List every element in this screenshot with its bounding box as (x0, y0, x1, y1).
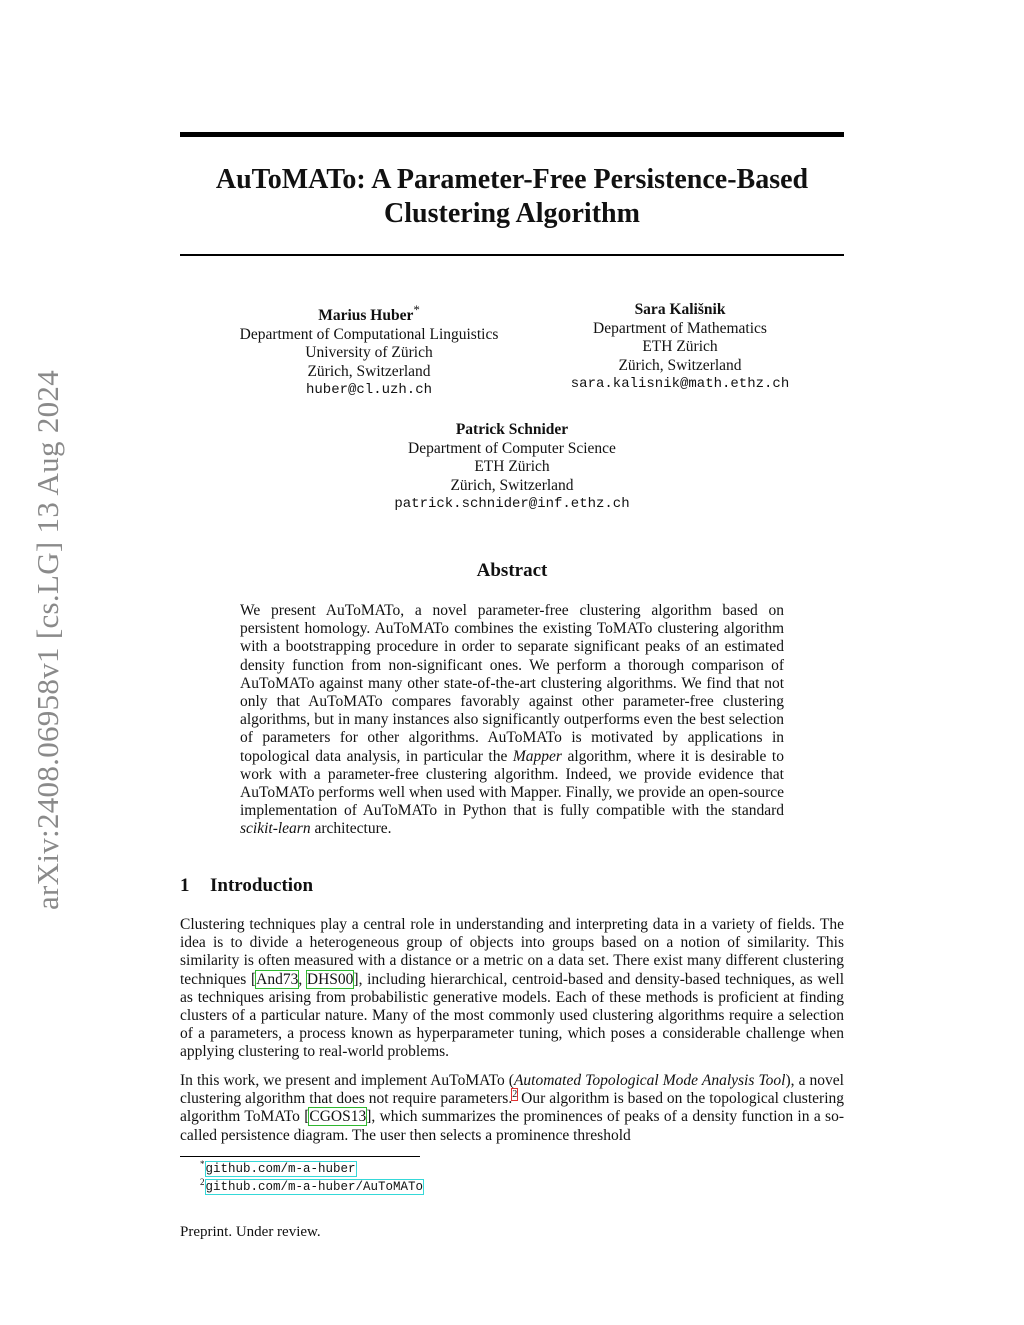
author-department: Department of Mathematics (593, 319, 767, 337)
footnote-link[interactable]: github.com/m-a-huber (205, 1162, 356, 1177)
footnote-1 (200, 1159, 356, 1176)
intro-paragraph-2: In this work, we present and implement AuToMATo (Automated Topological Mode Analysis Tool), a novel clustering algorithm that does not require parameters.$^2$ Our algorithm is based on the topological clustering algorithm ToMATo [CGOS13], which summarizes the prominences of peaks of a density function in a so-called persistence diagram. The user then selects a prominence threshold (180, 1072, 844, 1144)
citation-link[interactable]: CGOS13 (309, 1108, 367, 1126)
author-institution: ETH Zürich (474, 458, 550, 475)
footnote-mark: 2 (200, 1177, 205, 1187)
paper-title: AuToMATo: A Parameter-Free Persistence-Based Clustering Algorithm (215, 164, 809, 229)
section-heading-introduction (180, 875, 313, 897)
author-name: Marius Huber* (318, 302, 420, 325)
author-department: Department of Computational Linguistics (239, 325, 499, 343)
author-block-huber (189, 301, 549, 400)
title-bottom-rule (180, 254, 844, 256)
author-email[interactable]: sara.kalisnik@math.ethz.ch (570, 376, 790, 392)
section-number: 1 (180, 875, 190, 896)
author-email[interactable]: huber@cl.uzh.ch (305, 382, 433, 399)
abstract-heading: Abstract (476, 560, 548, 581)
author-institution: ETH Zürich (642, 338, 718, 355)
section-title: Introduction (210, 875, 314, 896)
author-block-schnider (362, 421, 662, 514)
author-location: Zürich, Switzerland (618, 356, 742, 374)
footnote-link[interactable]: github.com/m-a-huber/AuToMATo (205, 1180, 424, 1195)
author-name: Patrick Schnider (455, 421, 569, 438)
abstract-body: We present AuToMATo, a novel parameter-free clustering algorithm based on persistent homology. AuToMATo combines the existing ToMATo clustering algorithm with a bootstrapping procedure in order to separate significant peaks of an estimated density function from non-significant ones. We perform a thorough comparison of AuToMATo against many other state-of-the-art clustering algorithms. We find that not only that AuToMATo compares favorably against other parameter-free clustering algorithms, but in many instances also significantly outperforms even the best selection of parameters for other algorithms. AuToMATo is motivated by applications in topological data analysis, in particular the Mapper algorithm, where it is desirable to work with a parameter-free clustering algorithm. Indeed, we provide evidence that AuToMATo performs well when used with Mapper. Finally, we provide an open-source implementation of AuToMATo in Python that is fully compatible with the standard scikit-learn architecture. (240, 602, 784, 838)
author-institution: University of Zürich (305, 344, 433, 362)
footnote-reference-link[interactable]: 2 (512, 1089, 518, 1101)
citation-link[interactable]: DHS00 (306, 970, 354, 988)
author-location: Zürich, Switzerland (307, 362, 431, 380)
preprint-note: Preprint. Under review. (180, 1224, 321, 1240)
title-top-rule (180, 132, 844, 137)
arxiv-identifier: arXiv:2408.06958v1 [cs.LG] 13 Aug 2024 (30, 369, 65, 911)
author-name: Sara Kališnik (634, 301, 726, 318)
intro-paragraph-1: Clustering techniques play a central role in understanding and interpreting data in a variety of fields. The idea is to divide a heterogeneous group of objects into groups based on a notion of similarity. This similarity is often measured with a distance or a metric on a data set. There exist many different clustering techniques [And73, DHS00], including hierarchical, centroid-based and density-based techniques, as well as techniques arising from probabilistic generative models. Each of these methods is proficient at finding clusters of a particular nature. Many of the most commonly used clustering algorithms require a selection of a parameters, a process known as hyperparameter tuning, which poses a considerable challenge when applying clustering to real-world problems. (180, 916, 845, 1061)
author-footnote-mark: * (413, 302, 420, 317)
author-department: Department of Computer Science (408, 439, 616, 457)
author-block-kalisnik (530, 301, 830, 394)
footnote-2 (200, 1177, 423, 1194)
footnote-rule (180, 1156, 420, 1157)
citation-link[interactable]: And73 (256, 970, 299, 988)
author-location: Zürich, Switzerland (450, 476, 574, 494)
author-email[interactable]: patrick.schnider@inf.ethz.ch (394, 496, 630, 512)
footnote-mark: * (200, 1159, 205, 1169)
